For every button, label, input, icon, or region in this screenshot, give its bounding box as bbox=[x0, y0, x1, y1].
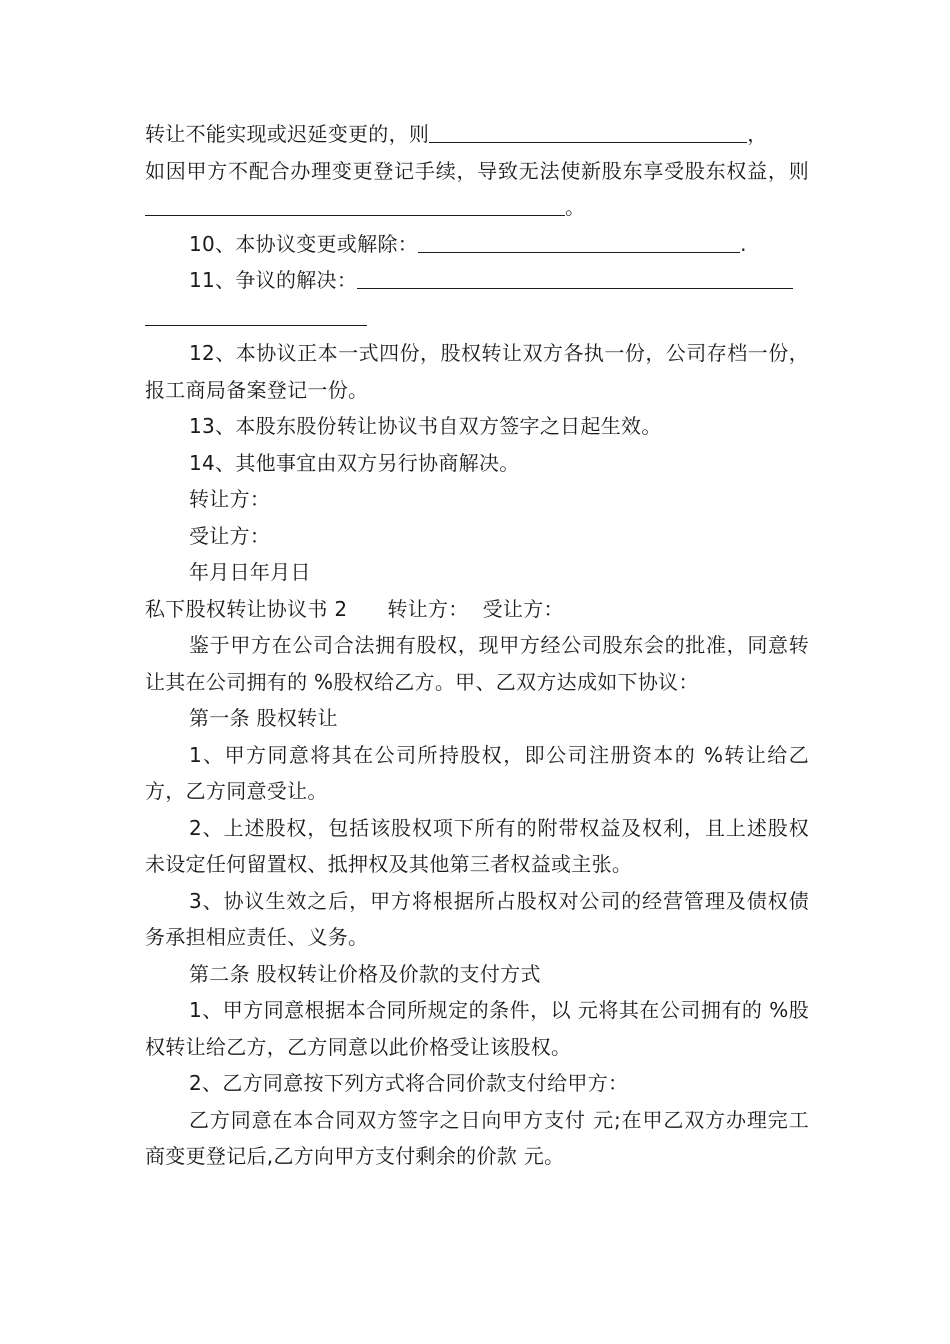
transferee-signature-label: 受让方： bbox=[189, 523, 271, 548]
article-2-clause-2: 2、乙方同意按下列方式将合同价款支付给甲方： bbox=[189, 1071, 629, 1095]
clause-14: 14、其他事宜由双方另行协商解决。 bbox=[189, 450, 520, 475]
clause-11-continuation bbox=[145, 299, 809, 336]
paragraph-registration-failure bbox=[145, 153, 809, 226]
document-body bbox=[145, 116, 809, 1175]
article-2-payment-terms: 乙方同意在本合同双方签字之日向甲方支付 元;在甲乙双方办理完工商变更登记后,乙方向甲方支付剩余的价款 元。 bbox=[145, 1107, 809, 1168]
document-title-2 bbox=[145, 591, 809, 628]
article-1-clause-1: 1、甲方同意将其在公司所持股权，即公司注册资本的 %转让给乙方，乙方同意受让。 bbox=[145, 742, 809, 803]
clause-11 bbox=[145, 262, 809, 299]
paragraph-text: 如因甲方不配合办理变更登记手续，导致无法使新股东享受股东权益，则 bbox=[145, 158, 809, 183]
clause-text: 10、本协议变更或解除： bbox=[189, 231, 419, 256]
punctuation: 。 bbox=[565, 195, 586, 219]
preamble-paragraph: 鉴于甲方在公司合法拥有股权，现甲方经公司股东会的批准，同意转让其在公司拥有的 %股权给乙方。甲、乙双方达成如下协议： bbox=[145, 633, 809, 694]
clause-12: 12、本协议正本一式四份，股权转让双方各执一份，公司存档一份，报工商局备案登记一份。 bbox=[145, 341, 809, 402]
article-1-clause-3: 3、协议生效之后，甲方将根据所占股权对公司的经营管理及债权债务承担相应责任、义务。 bbox=[145, 888, 809, 949]
fill-in-blank bbox=[357, 266, 793, 289]
fill-in-blank bbox=[418, 230, 740, 253]
title-transferee-label: 受让方： bbox=[482, 596, 564, 621]
fill-in-blank bbox=[145, 193, 565, 216]
title-transferor-label: 转让方： bbox=[387, 596, 469, 621]
signature-date-line: 年月日年月日 bbox=[189, 560, 311, 584]
clause-text: 11、争议的解决： bbox=[189, 268, 358, 292]
fill-in-blank bbox=[429, 120, 747, 143]
document-title-text: 私下股权转让协议书 2 bbox=[145, 596, 348, 621]
paragraph-transfer-failure bbox=[145, 116, 809, 153]
clause-13: 13、本股东股份转让协议书自双方签字之日起生效。 bbox=[189, 414, 662, 438]
punctuation: ， bbox=[747, 122, 768, 146]
paragraph-text: 转让不能实现或迟延变更的，则 bbox=[145, 122, 430, 146]
article-1-heading: 第一条 股权转让 bbox=[189, 706, 338, 730]
clause-10 bbox=[145, 226, 809, 263]
article-2-heading: 第二条 股权转让价格及价款的支付方式 bbox=[189, 961, 541, 986]
transferor-signature-label: 转让方： bbox=[189, 487, 271, 511]
article-1-clause-2: 2、上述股权，包括该股权项下所有的附带权益及权利，且上述股权未设定任何留置权、抵押权及其他第三者权益或主张。 bbox=[145, 815, 809, 876]
fill-in-blank bbox=[145, 303, 367, 326]
article-2-clause-1: 1、甲方同意根据本合同所规定的条件，以 元将其在公司拥有的 %股权转让给乙方，乙方同意以此价格受让该股权。 bbox=[145, 998, 809, 1059]
punctuation: . bbox=[740, 231, 747, 256]
